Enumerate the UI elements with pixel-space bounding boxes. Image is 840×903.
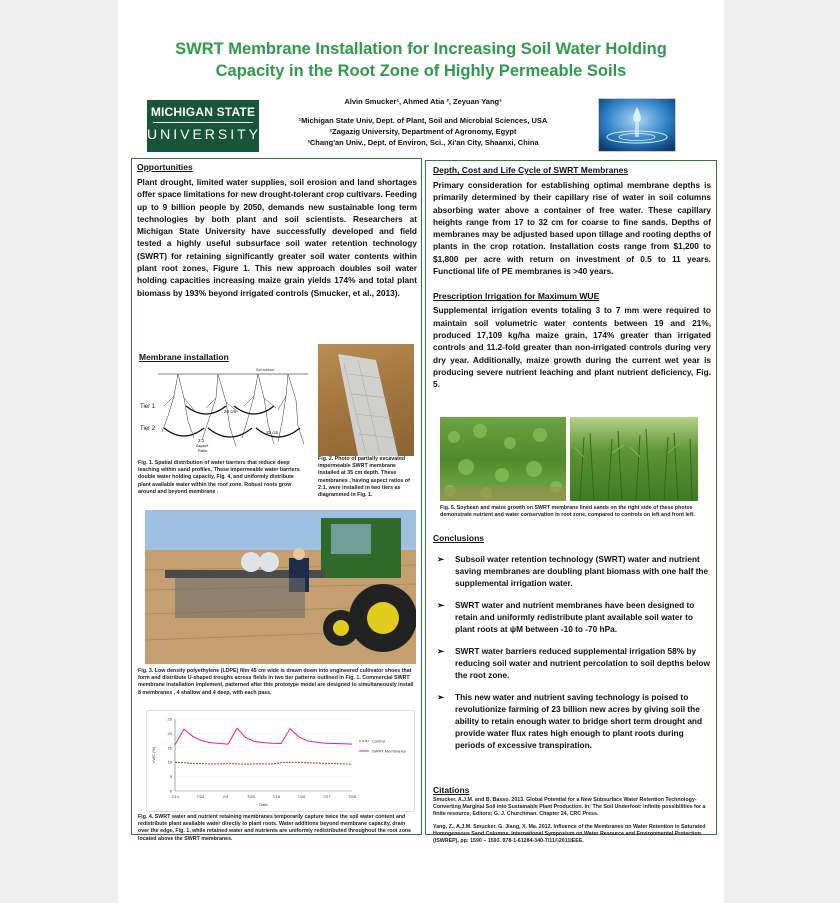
bullet-arrow-icon: ➢ bbox=[437, 554, 444, 564]
x-tick-label: 7/24 bbox=[196, 794, 205, 799]
title-line-2: Capacity in the Root Zone of Highly Permeable Soils bbox=[215, 62, 627, 80]
fig2-photo bbox=[318, 344, 414, 456]
diagram-tier1: Tier 1 bbox=[140, 404, 156, 410]
fig5-photo-soybean bbox=[440, 417, 566, 501]
opportunities-text: Plant drought, limited water supplies, soil erosion and land shortages offer space limitations for new drought-tolerant crop cultivars. Feeding up to 9 billion people by 2050, demands new sustainable long term technologies by both plant and soil scientists. Researchers at Michigan State University have successfully developed and field tested a highly useful subsurface soil water retention technology (SWRT) for retaining significantly greater soil water contents within plant root zones, Figure 1. This new approach doubles soil water holding capacities increasing maize grain yields 174% and total plant biomass by 193% beyond irrigated controls (Smucker, et al., 2013). bbox=[137, 177, 417, 298]
conclusion-item-1: ➢ Subsoil water retention technology (SWRT) water and nutrient saving membranes are doubling plant biomass with one half the supplemental irrigation water. bbox=[437, 554, 709, 588]
fig4-caption: Fig. 4. SWRT water and nutrient retaining membranes temporarily capture twice the soil water content and redistribute plant available water directly to plant roots. Water additions beyond membrane capacity, drain over the edge, Fig. 1, while retained water and nutrients are uniformly redistributed throughout the root zone located above the SWRT membranes. bbox=[138, 814, 412, 842]
diagram-aspect-label: Aspect bbox=[196, 443, 209, 448]
depth-heading: Depth, Cost and Life Cycle of SWRT Membranes bbox=[433, 165, 629, 175]
x-tick-label: 7/28 bbox=[348, 794, 356, 799]
fig4-chart bbox=[146, 710, 415, 812]
y-tick-label: 20 bbox=[167, 730, 172, 736]
series-line-2 bbox=[175, 728, 352, 745]
series-line-1 bbox=[175, 762, 352, 764]
conclusion-item-3: ➢ SWRT water barriers reduced supplemental irrigation 58% by reducing soil water and nutrient percolation to soil depths below the root zone. bbox=[437, 646, 710, 680]
x-tick-label: 7/25 bbox=[246, 794, 255, 799]
citation-1: Smucker, A.J.M. and B. Basso. 2013. Global Potential for a New Subsurface Water Retention Technology-Converting Marginal Soil into Sustainable Plant Production. In: The Soil Underfoot: infinite possibilities for a finite resource, Editors; G. J. Churchman. Chapter 24, CRC Press. bbox=[433, 797, 706, 817]
y-tick-label: 5 bbox=[169, 774, 172, 780]
membrane-installation-heading: Membrane installation bbox=[139, 352, 229, 362]
prescription-heading: Prescription Irrigation for Maximum WUE bbox=[433, 291, 600, 302]
bullet-arrow-icon: ➢ bbox=[437, 692, 444, 702]
y-tick-label: 10 bbox=[167, 759, 172, 765]
depth-text: Primary consideration for establishing optimal membrane depths is primarily determined by their capillary rise of water in soil columns absorbing water above a container of free water. These capillary heights range from 17 to 32 cm for coarse to fine sands. Depths of membranes may be adjusted based upon tillage and rooting depths of plants in the crop rotation. Installation costs range from $1,200 to $1,800 per acre with return on investment of 0.5 to 11 years. Functional life of PE membranes is >40 years. bbox=[433, 180, 711, 277]
citations-heading: Citations bbox=[433, 785, 470, 795]
citation-2: Yang, Z., A.J.M. Smucker, G. Jiang, X. Ma. 2012. Influence of the Membranes on Water Retention in Saturated Homogeneous Sand Columns. International Symposium on Water Resource and Environmental Protection (ISWREP), pp: 1590 – 1593. 978-1-61284-340-7/11©2011IEEE. bbox=[433, 824, 706, 844]
conclusion-item-4: ➢ This new water and nutrient saving technology is poised to revolutionize farming of 23 billion new acres by giving soil the ability to retain enough water to bridge short term drought and provide water flux rates high enough to plant roots during periods of excessive transpiration. bbox=[437, 692, 703, 750]
poster bbox=[118, 0, 724, 903]
msu-logo-line1: MICHIGAN STATE bbox=[150, 105, 256, 119]
msu-logo-line2: UNIVERSITY bbox=[147, 126, 262, 142]
y-tick-label: 15 bbox=[167, 745, 172, 751]
right-column bbox=[425, 160, 717, 844]
legend-label: SWRT Membranes bbox=[372, 748, 406, 754]
poster-title bbox=[118, 38, 724, 82]
diagram-35cm: 35 cm bbox=[266, 430, 279, 435]
left-column-lower bbox=[131, 328, 422, 842]
x-tick-label: 7/16 bbox=[272, 794, 281, 799]
fig2-caption: Fig. 2. Photo of partially excavated impermeable SWRT membrane installed at 35 cm depth. These membranes , having aspect ratios of 2:1, were installed in two tiers as diagrammed in Fig. 1. bbox=[318, 456, 410, 499]
opportunities-heading: Opportunities bbox=[137, 162, 193, 172]
x-tick-label: 7/26 bbox=[297, 794, 306, 799]
water-drop-image bbox=[598, 98, 676, 152]
bullet-arrow-icon: ➢ bbox=[437, 600, 444, 610]
vwc-chart bbox=[147, 711, 414, 811]
bullet-arrow-icon: ➢ bbox=[437, 646, 444, 656]
fig3-caption: Fig. 3. Low density polyethylene (LDPE) film 45 cm wide is drawn down into engineered cultivator shoes that form and distribute U-shaped troughs across fields in two tier patterns outlined in Fig. 1. Commercial SWRT membrane installation implement, patterned after this prototype model are designed to simultaneously install 8 membranes , 4 shallow and 4 deep, with each pass. bbox=[138, 668, 414, 696]
y-axis-label: VWC (%) bbox=[151, 746, 156, 764]
x-tick-label: 7/27 bbox=[322, 794, 331, 799]
fig5-caption: Fig. 5. Soybean and maize growth on SWRT membrane lined sands on the right side of these photos demonstrate nutrient and water conservation in root zone, compared to controls on left and front left. bbox=[440, 505, 695, 519]
y-tick-label: 25 bbox=[167, 716, 172, 722]
diagram-20cm: 20 cm bbox=[224, 409, 237, 414]
msu-logo bbox=[147, 100, 262, 152]
conclusions-heading: Conclusions bbox=[433, 533, 485, 543]
x-tick-label: 7/4 bbox=[222, 794, 229, 799]
diagram-tier2: Tier 2 bbox=[140, 426, 156, 432]
prescription-text: Supplemental irrigation events totaling 3 to 7 mm were required to maintain soil volumetric water contents between 19 and 21%, produced 17,109 kg/ha maize grain, 174% greater than irrigated controls and 11.2-fold greater than non-irrigated controls during very dry year. Additionally, maize growth during the current wet year is producing severe nutrient leaching and plant nutrient deficiency, Fig. 5. bbox=[433, 305, 711, 390]
title-line-1: SWRT Membrane Installation for Increasing Soil Water Holding bbox=[175, 40, 667, 58]
x-axis-label: Date bbox=[259, 802, 268, 807]
authors-block bbox=[268, 96, 578, 148]
legend-label: Control bbox=[372, 738, 385, 744]
affiliation-1: ¹Michigan State Univ, Dept. of Plant, Soil and Microbial Sciences, USA bbox=[298, 116, 548, 125]
fig1-caption: Fig. 1. Spatial distribution of water barriers that reduce deep leaching within sand profiles. These impermeable water barriers double water holding capacity, Fig. 4, and uniformly distribute plant available water within the root zone. Robust roots grow around and beyond membrane . bbox=[138, 460, 300, 495]
diagram-aspect-ratio: 2:1 bbox=[198, 438, 205, 443]
fig1-diagram bbox=[138, 366, 316, 462]
affiliation-2: ²Zagazig University, Department of Agronomy, Egypt bbox=[329, 127, 517, 136]
author-names: Alvin Smucker¹, Ahmed Atia ², Zeyuan Yang³ bbox=[344, 97, 502, 106]
diagram-surface-label: Soil surface bbox=[256, 368, 275, 372]
affiliation-3: ³Chang'an Univ., Dept. of Environ, Sci., Xi'an City, Shaanxi, China bbox=[307, 138, 539, 147]
left-column bbox=[131, 158, 422, 330]
y-tick-label: 0 bbox=[169, 788, 172, 794]
fig5-photo-maize bbox=[570, 417, 698, 501]
fig3-photo bbox=[145, 510, 416, 664]
diagram-ratio-label: Ratio bbox=[198, 448, 208, 453]
conclusion-item-2: ➢ SWRT water and nutrient membranes have been designed to retain and uniformly redistribute plant available soil water to plant roots at ψM between -10 to -70 hPa. bbox=[437, 600, 695, 634]
x-tick-label: 7/14 bbox=[171, 794, 179, 799]
